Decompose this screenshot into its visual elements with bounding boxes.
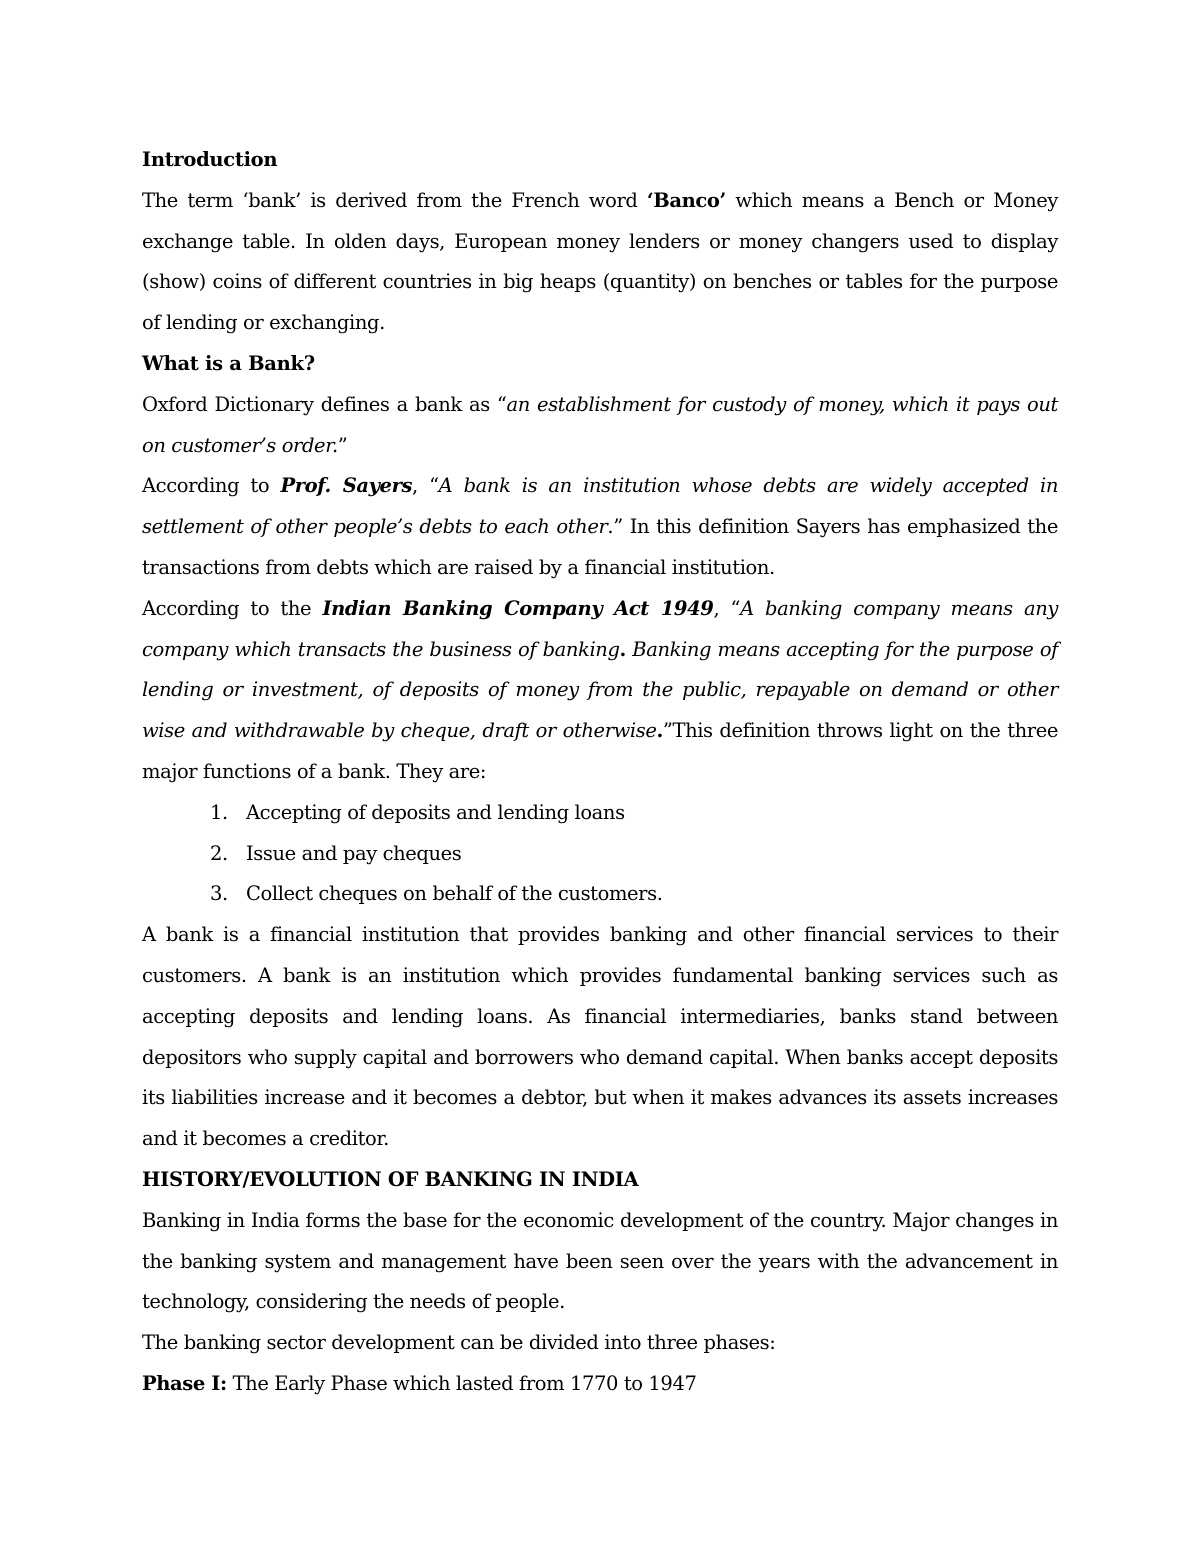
act-name: Indian Banking Company Act 1949 bbox=[322, 596, 714, 620]
intro-text-c: which means a Bench or Money exchange table. In olden days, European money lenders or money changers used to display (show) coins of different countries in big heaps (quantity) on benches or tables for the purpose of lending or exchanging. bbox=[142, 188, 1058, 335]
introduction-paragraph bbox=[142, 181, 1058, 344]
list-number: 2. bbox=[210, 841, 228, 865]
oxford-definition bbox=[142, 385, 1058, 467]
list-text: Accepting of deposits and lending loans bbox=[246, 800, 625, 824]
act-tail: ”This definition throws light on the three major functions of a bank. They are: bbox=[142, 719, 1058, 783]
sayers-lead: According to bbox=[142, 474, 281, 498]
sayers-definition bbox=[142, 466, 1058, 588]
list-item bbox=[142, 834, 1058, 875]
list-item bbox=[142, 793, 1058, 834]
sayers-name: Prof. Sayers bbox=[280, 474, 413, 498]
list-text: Collect cheques on behalf of the customers. bbox=[246, 882, 663, 906]
oxford-quote: an establishment for custody of money, which it pays out on customer’s order. bbox=[142, 392, 1058, 457]
act-dot-2: . bbox=[656, 719, 663, 743]
act-quote-1: A banking company means any company which transacts the business of banking bbox=[142, 596, 1058, 661]
oxford-close: ” bbox=[337, 433, 348, 457]
list-text: Issue and pay cheques bbox=[246, 841, 462, 865]
phase-one-text: The Early Phase which lasted from 1770 to 1947 bbox=[226, 1371, 697, 1395]
act-open: , “ bbox=[713, 596, 741, 620]
banco-term: ‘Banco’ bbox=[646, 188, 726, 212]
list-number: 1. bbox=[210, 800, 228, 824]
phase-one bbox=[142, 1364, 1058, 1405]
sayers-open: , “ bbox=[412, 474, 439, 498]
list-number: 3. bbox=[210, 882, 228, 906]
sayers-quote: A bank is an institution whose debts are widely accepted in settlement of other people’s debts to each other bbox=[142, 474, 1058, 539]
intro-text-a: The term ‘bank’ is derived from the French word bbox=[142, 188, 647, 212]
phase-one-label: Phase I: bbox=[142, 1371, 227, 1395]
bank-description-paragraph: A bank is a financial institution that provides banking and other financial services to their customers. A bank is an institution which provides fundamental banking services such as accepting deposits and lending loans. As financial intermediaries, banks stand between depositors who supply capital and borrowers who demand capital. When banks accept deposits its liabilities increase and it becomes a debtor, but when it makes advances its assets increases and it becomes a creditor. bbox=[142, 923, 1058, 1151]
sayers-tail: .” In this definition Sayers has emphasized the transactions from debts which are raised by a financial institution. bbox=[142, 515, 1058, 579]
act-dot: . bbox=[619, 637, 626, 661]
act-quote-2: Banking means accepting for the purpose of lending or investment, of deposits of money from the public, repayable on demand or other wise and withdrawable by cheque, draft or otherwise bbox=[142, 637, 1058, 743]
act-lead: According to the bbox=[142, 596, 323, 620]
history-paragraph: Banking in India forms the base for the economic development of the country. Major changes in the banking system and management have been seen over the years with the advancement in technology, considering the needs of people. bbox=[142, 1208, 1058, 1314]
history-heading: HISTORY/EVOLUTION OF BANKING IN INDIA bbox=[142, 1167, 639, 1191]
bank-functions-list bbox=[142, 793, 1058, 915]
oxford-lead: Oxford Dictionary defines a bank as “ bbox=[142, 392, 507, 416]
banking-act-definition bbox=[142, 589, 1058, 793]
introduction-heading: Introduction bbox=[142, 148, 278, 171]
what-is-bank-heading: What is a Bank? bbox=[142, 351, 315, 375]
phases-intro: The banking sector development can be divided into three phases: bbox=[142, 1331, 776, 1355]
list-item bbox=[142, 874, 1058, 915]
